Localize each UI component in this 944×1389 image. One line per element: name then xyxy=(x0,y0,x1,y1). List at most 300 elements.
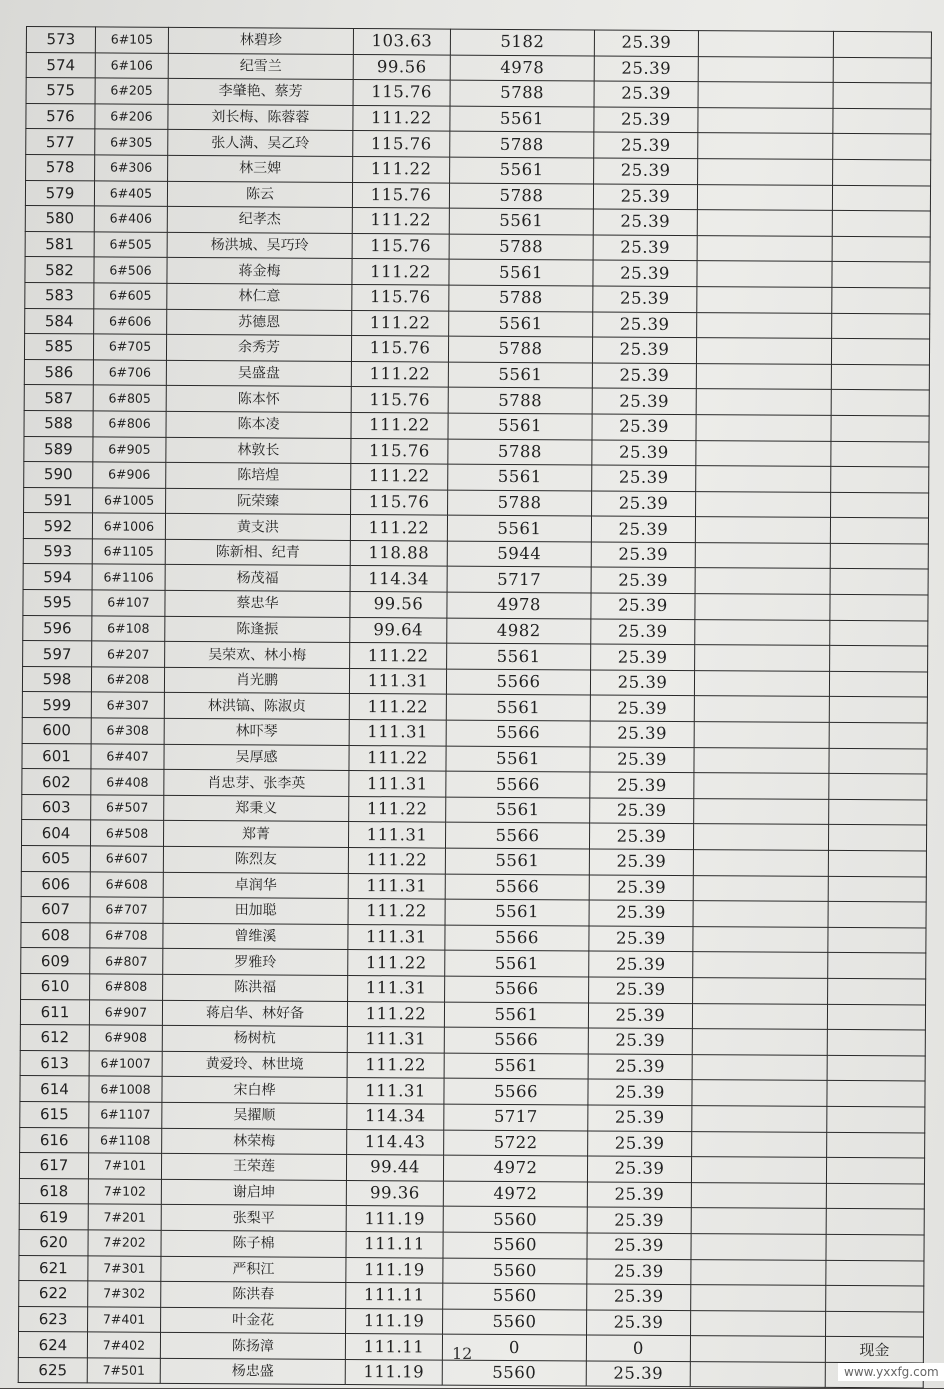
rate-value: 25.39 xyxy=(594,158,698,184)
owner-name: 蒋金梅 xyxy=(167,258,352,285)
area-value: 111.22 xyxy=(350,643,447,669)
room-number: 6#208 xyxy=(91,667,164,693)
owner-name: 杨洪城、吴巧玲 xyxy=(167,232,352,259)
note-cell xyxy=(830,646,928,672)
area-value: 111.31 xyxy=(349,771,446,797)
owner-name: 杨茂福 xyxy=(165,565,350,592)
blank-cell xyxy=(696,466,831,492)
amount-value: 5561 xyxy=(447,643,591,669)
amount-value: 5566 xyxy=(445,874,589,900)
note-cell xyxy=(826,1260,924,1286)
rate-value: 25.39 xyxy=(590,772,694,798)
area-value: 99.64 xyxy=(350,617,447,643)
rate-value: 25.39 xyxy=(593,311,697,337)
area-value: 111.22 xyxy=(350,515,447,541)
blank-cell xyxy=(698,56,833,82)
area-value: 111.22 xyxy=(351,464,448,490)
room-number: 7#101 xyxy=(88,1153,161,1179)
owner-name: 陈逢振 xyxy=(165,616,350,643)
rate-value: 25.39 xyxy=(594,30,698,56)
note-cell xyxy=(829,799,927,825)
area-value: 111.19 xyxy=(346,1206,443,1232)
note-cell xyxy=(828,825,926,851)
note-cell xyxy=(831,441,929,467)
amount-value: 4978 xyxy=(450,55,594,81)
owner-name: 郑菁 xyxy=(163,821,348,848)
area-value: 111.22 xyxy=(353,105,450,131)
area-value: 111.11 xyxy=(346,1231,443,1257)
owner-name: 谢启坤 xyxy=(161,1179,346,1206)
amount-value: 5788 xyxy=(448,336,592,362)
owner-name: 余秀芳 xyxy=(166,334,351,361)
amount-value: 4982 xyxy=(447,618,591,644)
area-value: 111.11 xyxy=(345,1334,442,1360)
row-number: 599 xyxy=(22,692,91,718)
room-number: 6#307 xyxy=(91,692,164,718)
area-value: 115.76 xyxy=(351,387,448,413)
area-value: 111.22 xyxy=(348,847,445,873)
rate-value: 25.39 xyxy=(589,875,693,901)
rate-value: 25.39 xyxy=(587,1258,691,1284)
rate-value: 25.39 xyxy=(592,414,696,440)
owner-name: 卓润华 xyxy=(163,872,348,899)
blank-cell xyxy=(693,875,828,901)
room-number: 7#401 xyxy=(88,1307,161,1333)
note-cell xyxy=(831,467,929,493)
blank-cell xyxy=(694,798,829,824)
room-number: 6#1105 xyxy=(92,539,165,565)
room-number: 6#106 xyxy=(95,53,168,79)
rate-value: 25.39 xyxy=(587,1233,691,1259)
note-cell xyxy=(832,211,930,237)
room-number: 6#508 xyxy=(90,820,163,846)
rate-value: 25.39 xyxy=(592,465,696,491)
room-number: 6#407 xyxy=(91,744,164,770)
room-number: 6#308 xyxy=(91,718,164,744)
note-cell xyxy=(829,697,927,723)
row-number: 606 xyxy=(21,871,90,897)
blank-cell xyxy=(697,261,832,287)
blank-cell xyxy=(693,926,828,952)
row-number: 591 xyxy=(24,487,93,513)
owner-name: 张梨平 xyxy=(161,1205,346,1232)
area-value: 111.22 xyxy=(347,1052,444,1078)
amount-value: 5717 xyxy=(447,567,591,593)
note-cell xyxy=(828,850,926,876)
room-number: 6#505 xyxy=(94,232,167,258)
row-number: 619 xyxy=(19,1204,88,1230)
note-cell xyxy=(831,364,929,390)
area-value: 99.44 xyxy=(346,1155,443,1181)
blank-cell xyxy=(690,1336,825,1362)
room-number: 7#102 xyxy=(88,1179,161,1205)
room-number: 6#605 xyxy=(94,283,167,309)
owner-name: 苏德恩 xyxy=(167,309,352,336)
room-number: 6#1108 xyxy=(89,1127,162,1153)
amount-value: 5566 xyxy=(446,771,590,797)
blank-cell xyxy=(692,1003,827,1029)
note-cell xyxy=(832,185,930,211)
amount-value: 5788 xyxy=(449,285,593,311)
blank-cell xyxy=(697,287,832,313)
room-number: 6#105 xyxy=(95,27,168,53)
room-number: 6#507 xyxy=(91,795,164,821)
blank-cell xyxy=(696,415,831,441)
owner-name: 陈烈友 xyxy=(163,846,348,873)
owner-name: 陈培煌 xyxy=(166,462,351,489)
rate-value: 25.39 xyxy=(588,1079,692,1105)
blank-cell xyxy=(695,517,830,543)
room-number: 6#306 xyxy=(95,155,168,181)
owner-name: 罗雅玲 xyxy=(163,949,348,976)
note-cell xyxy=(833,57,931,83)
amount-value: 4972 xyxy=(443,1181,587,1207)
row-number: 595 xyxy=(23,590,92,616)
room-number: 6#1106 xyxy=(92,564,165,590)
owner-name: 吴盛盘 xyxy=(166,360,351,387)
rate-value: 25.39 xyxy=(594,107,698,133)
row-number: 580 xyxy=(25,206,94,232)
owner-name: 黄支洪 xyxy=(165,514,350,541)
row-number: 583 xyxy=(25,282,94,308)
room-number: 6#405 xyxy=(94,180,167,206)
row-number: 623 xyxy=(19,1306,88,1332)
area-value: 111.31 xyxy=(347,1078,444,1104)
row-number: 604 xyxy=(21,820,90,846)
rate-value: 25.39 xyxy=(589,823,693,849)
area-value: 115.76 xyxy=(351,489,448,515)
blank-cell xyxy=(695,594,830,620)
area-value: 111.22 xyxy=(351,361,448,387)
owner-name: 叶金花 xyxy=(161,1307,346,1334)
blank-cell xyxy=(694,670,829,696)
note-cell xyxy=(827,1004,925,1030)
rate-value: 25.39 xyxy=(587,1310,691,1336)
amount-value: 5561 xyxy=(444,1053,588,1079)
room-number: 6#607 xyxy=(90,846,163,872)
row-number: 617 xyxy=(19,1153,88,1179)
area-value: 111.31 xyxy=(347,1027,444,1053)
note-cell xyxy=(833,159,931,185)
note-cell xyxy=(832,262,930,288)
row-number: 573 xyxy=(26,27,95,53)
owner-name: 阮荣臻 xyxy=(166,488,351,515)
note-cell xyxy=(828,953,926,979)
rate-value: 25.39 xyxy=(587,1207,691,1233)
owner-name: 陈洪福 xyxy=(163,974,348,1001)
amount-value: 5566 xyxy=(446,720,590,746)
rate-value: 25.39 xyxy=(594,81,698,107)
owner-name: 严积江 xyxy=(161,1256,346,1283)
row-number: 575 xyxy=(26,78,95,104)
note-cell xyxy=(833,83,931,109)
row-number: 576 xyxy=(26,103,95,129)
area-value: 111.22 xyxy=(349,745,446,771)
amount-value: 5566 xyxy=(444,1027,588,1053)
row-number: 574 xyxy=(26,52,95,78)
room-number: 6#206 xyxy=(95,104,168,130)
blank-cell xyxy=(691,1157,826,1183)
blank-cell xyxy=(698,82,833,108)
rate-value: 25.39 xyxy=(589,951,693,977)
ledger-body xyxy=(18,27,931,1389)
row-number: 602 xyxy=(22,769,91,795)
row-number: 592 xyxy=(23,513,92,539)
amount-value: 5560 xyxy=(443,1309,587,1335)
note-cell xyxy=(828,876,926,902)
area-value: 111.31 xyxy=(349,668,446,694)
area-value: 115.76 xyxy=(352,182,449,208)
blank-cell xyxy=(693,901,828,927)
note-cell xyxy=(831,415,929,441)
room-number: 6#606 xyxy=(94,308,167,334)
blank-cell xyxy=(697,235,832,261)
rate-value: 0 xyxy=(586,1335,690,1361)
amount-value: 5566 xyxy=(446,669,590,695)
rate-value: 25.39 xyxy=(588,1003,692,1029)
amount-value: 5561 xyxy=(446,695,590,721)
rate-value: 25.39 xyxy=(589,926,693,952)
amount-value: 5560 xyxy=(443,1283,587,1309)
amount-value: 5561 xyxy=(444,1002,588,1028)
area-value: 111.19 xyxy=(346,1308,443,1334)
row-number: 589 xyxy=(24,436,93,462)
note-cell xyxy=(833,31,931,57)
owner-name: 蒋启华、林好备 xyxy=(162,1000,347,1027)
owner-name: 陈扬漳 xyxy=(160,1333,345,1360)
blank-cell xyxy=(691,1285,826,1311)
row-number: 597 xyxy=(23,641,92,667)
blank-cell xyxy=(693,952,828,978)
blank-cell xyxy=(696,389,831,415)
owner-name: 陈子棉 xyxy=(161,1230,346,1257)
rate-value: 25.39 xyxy=(591,619,695,645)
owner-name: 陈云 xyxy=(167,181,352,208)
blank-cell xyxy=(695,645,830,671)
owner-name: 陈本怀 xyxy=(166,386,351,413)
rate-value: 25.39 xyxy=(589,900,693,926)
amount-value: 5566 xyxy=(445,822,589,848)
blank-cell xyxy=(691,1310,826,1336)
amount-value: 5561 xyxy=(450,157,594,183)
rate-value: 25.39 xyxy=(591,542,695,568)
room-number: 6#807 xyxy=(90,948,163,974)
blank-cell xyxy=(691,1233,826,1259)
owner-name: 纪雪兰 xyxy=(168,53,353,80)
rate-value: 25.39 xyxy=(593,235,697,261)
blank-cell xyxy=(698,107,833,133)
blank-cell xyxy=(690,1361,825,1387)
room-number: 6#708 xyxy=(90,923,163,949)
row-number: 585 xyxy=(24,334,93,360)
note-cell xyxy=(829,774,927,800)
amount-value: 5561 xyxy=(449,311,593,337)
room-number: 7#501 xyxy=(87,1358,160,1384)
area-value: 111.31 xyxy=(349,720,446,746)
blank-cell xyxy=(691,1208,826,1234)
owner-name: 林吓琴 xyxy=(164,718,349,745)
note-cell xyxy=(829,748,927,774)
owner-name: 纪孝杰 xyxy=(167,207,352,234)
amount-value: 5788 xyxy=(450,131,594,157)
room-number: 6#108 xyxy=(92,616,165,642)
amount-value: 5566 xyxy=(445,976,589,1002)
room-number: 6#207 xyxy=(92,641,165,667)
owner-name: 吴擢顺 xyxy=(162,1102,347,1129)
rate-value: 25.39 xyxy=(588,1105,692,1131)
owner-name: 刘长梅、陈蓉蓉 xyxy=(168,104,353,131)
owner-name: 林洪镐、陈淑贞 xyxy=(164,693,349,720)
note-cell xyxy=(832,287,930,313)
amount-value: 5561 xyxy=(445,950,589,976)
note-cell xyxy=(828,978,926,1004)
owner-name: 陈新相、纪青 xyxy=(165,539,350,566)
amount-value: 5560 xyxy=(442,1360,586,1386)
blank-cell xyxy=(695,619,830,645)
area-value: 111.22 xyxy=(349,694,446,720)
rate-value: 25.39 xyxy=(590,798,694,824)
amount-value: 5560 xyxy=(443,1206,587,1232)
rate-value: 25.39 xyxy=(594,56,698,82)
amount-value: 5944 xyxy=(447,541,591,567)
note-cell xyxy=(830,620,928,646)
amount-value: 5182 xyxy=(450,29,594,55)
amount-value: 5560 xyxy=(443,1258,587,1284)
blank-cell xyxy=(694,747,829,773)
area-value: 111.22 xyxy=(352,208,449,234)
owner-name: 黄爱玲、林世境 xyxy=(162,1051,347,1078)
owner-name: 林碧珍 xyxy=(168,27,353,54)
rate-value: 25.39 xyxy=(587,1182,691,1208)
row-number: 603 xyxy=(22,794,91,820)
owner-name: 吴厚感 xyxy=(164,744,349,771)
amount-value: 5788 xyxy=(448,439,592,465)
row-number: 611 xyxy=(20,999,89,1025)
site-watermark: www.yxxfg.com xyxy=(838,1363,944,1381)
row-number: 578 xyxy=(26,154,95,180)
room-number: 6#408 xyxy=(91,769,164,795)
rate-value: 25.39 xyxy=(588,1028,692,1054)
amount-value: 5561 xyxy=(449,259,593,285)
blank-cell xyxy=(697,184,832,210)
area-value: 115.76 xyxy=(351,336,448,362)
blank-cell xyxy=(694,773,829,799)
note-cell xyxy=(833,134,931,160)
blank-cell xyxy=(693,978,828,1004)
row-number: 624 xyxy=(18,1332,87,1358)
row-number: 625 xyxy=(18,1357,87,1383)
blank-cell xyxy=(692,1106,827,1132)
row-number: 596 xyxy=(23,615,92,641)
blank-cell xyxy=(692,1131,827,1157)
owner-name: 李肇艳、蔡芳 xyxy=(168,79,353,106)
room-number: 7#202 xyxy=(88,1230,161,1256)
note-cell xyxy=(826,1286,924,1312)
area-value: 111.22 xyxy=(348,899,445,925)
owner-name: 王荣莲 xyxy=(161,1153,346,1180)
row-number: 587 xyxy=(24,385,93,411)
amount-value: 5566 xyxy=(444,1078,588,1104)
row-number: 622 xyxy=(19,1281,88,1307)
area-value: 114.34 xyxy=(347,1103,444,1129)
row-number: 593 xyxy=(23,538,92,564)
note-cell xyxy=(827,1106,925,1132)
owner-name: 张人满、吴乙玲 xyxy=(168,130,353,157)
room-number: 6#906 xyxy=(93,462,166,488)
row-number: 612 xyxy=(20,1025,89,1051)
row-number: 618 xyxy=(19,1178,88,1204)
row-number: 615 xyxy=(20,1101,89,1127)
row-number: 581 xyxy=(25,231,94,257)
blank-cell xyxy=(696,338,831,364)
note-cell xyxy=(830,543,928,569)
room-number: 6#707 xyxy=(90,897,163,923)
row-number: 584 xyxy=(25,308,94,334)
owner-name: 曾维溪 xyxy=(163,923,348,950)
row-number: 609 xyxy=(21,948,90,974)
row-number: 610 xyxy=(21,973,90,999)
room-number: 7#201 xyxy=(88,1204,161,1230)
rate-value: 25.39 xyxy=(593,184,697,210)
blank-cell xyxy=(692,1029,827,1055)
amount-value: 5561 xyxy=(446,797,590,823)
note-cell xyxy=(826,1183,924,1209)
row-number: 590 xyxy=(24,462,93,488)
area-value: 114.43 xyxy=(347,1129,444,1155)
blank-cell xyxy=(698,133,833,159)
owner-name: 林三婢 xyxy=(168,155,353,182)
area-value: 115.76 xyxy=(352,284,449,310)
blank-cell xyxy=(693,824,828,850)
note-cell xyxy=(831,492,929,518)
area-value: 111.22 xyxy=(347,1001,444,1027)
row-number: 608 xyxy=(21,922,90,948)
owner-name: 郑秉义 xyxy=(164,795,349,822)
row-number: 613 xyxy=(20,1050,89,1076)
area-value: 111.19 xyxy=(346,1257,443,1283)
note-cell xyxy=(831,390,929,416)
amount-value: 5788 xyxy=(449,234,593,260)
row-number: 605 xyxy=(21,845,90,871)
room-number: 6#908 xyxy=(89,1025,162,1051)
amount-value: 5788 xyxy=(448,387,592,413)
room-number: 6#1008 xyxy=(89,1076,162,1102)
room-number: 6#205 xyxy=(95,78,168,104)
row-number: 582 xyxy=(25,257,94,283)
amount-value: 5561 xyxy=(446,746,590,772)
rate-value: 25.39 xyxy=(593,260,697,286)
row-number: 598 xyxy=(22,666,91,692)
row-number: 601 xyxy=(22,743,91,769)
blank-cell xyxy=(692,1054,827,1080)
area-value: 111.19 xyxy=(345,1359,442,1385)
rate-value: 25.39 xyxy=(591,644,695,670)
rate-value: 25.39 xyxy=(587,1156,691,1182)
owner-name: 肖光鹏 xyxy=(164,667,349,694)
row-number: 579 xyxy=(25,180,94,206)
note-cell xyxy=(830,594,928,620)
blank-cell xyxy=(696,491,831,517)
owner-name: 林仁意 xyxy=(167,283,352,310)
blank-cell xyxy=(695,542,830,568)
amount-value: 5561 xyxy=(445,899,589,925)
amount-value: 0 xyxy=(442,1334,586,1360)
note-cell xyxy=(827,1030,925,1056)
room-number: 6#406 xyxy=(94,206,167,232)
rate-value: 25.39 xyxy=(588,1130,692,1156)
owner-name: 杨树杭 xyxy=(162,1026,347,1053)
blank-cell xyxy=(691,1259,826,1285)
